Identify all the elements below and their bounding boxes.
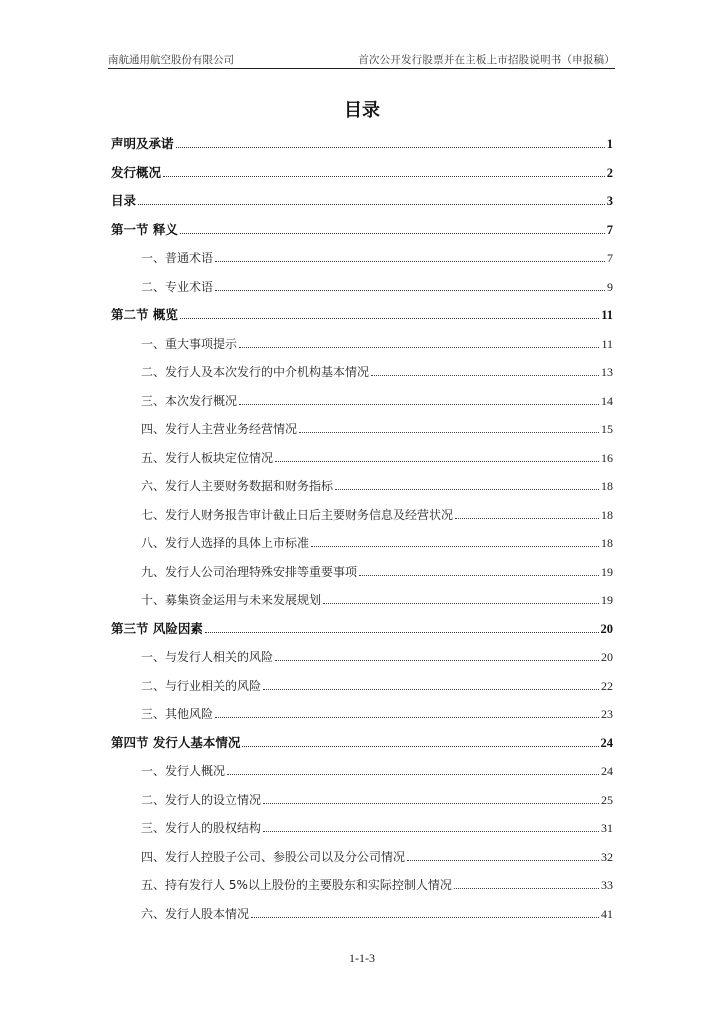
page-number: 1-1-3 (349, 951, 375, 965)
toc-entry-label: 第一节 释义 (111, 221, 178, 237)
toc-dot-leader (205, 631, 599, 633)
toc-entry-page: 18 (601, 536, 613, 550)
toc-subsection-entry[interactable] (111, 702, 613, 722)
toc-section-entry[interactable] (111, 617, 613, 637)
toc-entry-page: 11 (601, 308, 613, 322)
toc-entry-page: 15 (601, 422, 613, 436)
toc-subsection-entry[interactable] (111, 275, 613, 295)
toc-entry-label: 发行概况 (111, 164, 162, 180)
toc-subsection-entry[interactable] (111, 360, 613, 380)
toc-dot-leader (227, 773, 599, 775)
toc-subsection-entry[interactable] (111, 902, 613, 922)
toc-entry-label: 四、发行人控股子公司、参股公司以及分公司情况 (141, 849, 406, 864)
toc-subsection-entry[interactable] (111, 446, 613, 466)
toc-entry-page: 3 (606, 194, 613, 208)
toc-entry-page: 1 (606, 137, 613, 151)
toc-entry-page: 20 (600, 621, 613, 636)
toc-dot-leader (263, 688, 599, 690)
toc-entry-label: 四、发行人主营业务经营情况 (141, 422, 298, 436)
toc-dot-leader (180, 232, 605, 234)
toc-section-entry[interactable] (111, 132, 613, 152)
toc-subsection-entry[interactable] (111, 674, 613, 694)
header-company-name: 南航通用航空股份有限公司 (108, 54, 234, 66)
toc-dot-leader (215, 716, 599, 718)
toc-dot-leader (263, 802, 599, 804)
toc-entry-page: 25 (601, 792, 613, 807)
toc-dot-leader (311, 545, 599, 547)
toc-entry-page: 24 (601, 764, 613, 778)
toc-dot-leader (180, 317, 599, 319)
toc-entry-page: 24 (600, 735, 613, 750)
toc-section-entry[interactable] (111, 161, 613, 181)
toc-section-entry[interactable] (111, 303, 613, 323)
toc-dot-leader (176, 146, 605, 148)
toc-entry-label: 声明及承诺 (111, 136, 174, 151)
toc-dot-leader (239, 346, 599, 348)
toc-entry-label: 二、发行人的设立情况 (141, 792, 262, 807)
toc-dot-leader (215, 260, 605, 262)
toc-entry-label: 一、与发行人相关的风险 (141, 650, 274, 664)
toc-subsection-entry[interactable] (111, 845, 613, 865)
toc-entry-label: 二、发行人及本次发行的中介机构基本情况 (141, 365, 370, 379)
toc-dot-leader (407, 859, 599, 861)
toc-dot-leader (323, 602, 599, 604)
toc-subsection-entry[interactable] (111, 531, 613, 551)
toc-subsection-entry[interactable] (111, 873, 613, 893)
toc-dot-leader (299, 431, 599, 433)
toc-dot-leader (138, 203, 605, 205)
toc-subsection-entry[interactable] (111, 474, 613, 494)
toc-dot-leader (163, 175, 605, 177)
toc-dot-leader (251, 916, 599, 918)
toc-entry-label: 二、专业术语 (141, 279, 214, 294)
toc-entry-page: 20 (601, 650, 613, 664)
toc-entry-page: 32 (601, 849, 613, 864)
toc-entry-label: 五、发行人板块定位情况 (141, 450, 274, 465)
toc-entry-page: 22 (601, 678, 613, 693)
toc-entry-page: 18 (601, 479, 613, 493)
toc-entry-page: 23 (601, 707, 613, 721)
toc-entry-label: 一、普通术语 (141, 251, 214, 265)
toc-entry-page: 41 (601, 906, 613, 921)
toc-subsection-entry[interactable] (111, 816, 613, 836)
page-title: 目录 (344, 100, 380, 121)
toc-entry-label: 第三节 风险因素 (111, 620, 203, 636)
toc-dot-leader (263, 830, 599, 832)
toc-dot-leader (335, 488, 599, 490)
toc-entry-page: 16 (601, 450, 613, 465)
toc-entry-label: 第四节 发行人基本情况 (111, 734, 241, 750)
toc-dot-leader (454, 887, 599, 889)
toc-entry-page: 7 (606, 222, 613, 237)
toc-entry-label: 一、发行人概况 (141, 764, 226, 778)
toc-subsection-entry[interactable] (111, 503, 613, 523)
toc-entry-label: 二、与行业相关的风险 (141, 678, 262, 693)
toc-entry-page: 11 (601, 336, 613, 351)
toc-entry-page: 14 (601, 393, 613, 408)
toc-entry-label: 九、发行人公司治理特殊安排等重要事项 (141, 564, 358, 579)
table-of-contents (111, 132, 613, 930)
toc-subsection-entry[interactable] (111, 332, 613, 352)
toc-dot-leader (371, 374, 599, 376)
toc-dot-leader (239, 403, 599, 405)
toc-subsection-entry[interactable] (111, 588, 613, 608)
toc-entry-page: 13 (601, 365, 613, 379)
toc-dot-leader (242, 745, 598, 747)
toc-entry-page: 2 (606, 165, 613, 180)
toc-subsection-entry[interactable] (111, 645, 613, 665)
header-document-title: 首次公开发行股票并在主板上市招股说明书（申报稿） (358, 54, 615, 66)
toc-entry-label: 三、发行人的股权结构 (141, 821, 262, 835)
toc-section-entry[interactable] (111, 189, 613, 209)
toc-dot-leader (275, 460, 599, 462)
toc-entry-label: 三、本次发行概况 (141, 393, 238, 408)
toc-entry-label: 一、重大事项提示 (141, 336, 238, 351)
toc-entry-label: 七、发行人财务报告审计截止日后主要财务信息及经营状况 (141, 507, 454, 522)
toc-subsection-entry[interactable] (111, 759, 613, 779)
toc-section-entry[interactable] (111, 731, 613, 751)
toc-subsection-entry[interactable] (111, 788, 613, 808)
toc-subsection-entry[interactable] (111, 560, 613, 580)
toc-entry-label: 目录 (111, 193, 137, 208)
toc-entry-label: 八、发行人选择的具体上市标准 (141, 536, 310, 550)
toc-entry-label: 五、持有发行人 5%以上股份的主要股东和实际控制人情况 (141, 878, 452, 892)
toc-entry-page: 18 (601, 507, 613, 522)
toc-entry-page: 33 (601, 878, 613, 892)
toc-section-entry[interactable] (111, 218, 613, 238)
toc-entry-label: 三、其他风险 (141, 707, 214, 721)
toc-entry-label: 六、发行人股本情况 (141, 906, 250, 921)
toc-dot-leader (275, 659, 599, 661)
toc-subsection-entry[interactable] (111, 417, 613, 437)
toc-entry-label: 六、发行人主要财务数据和财务指标 (141, 479, 334, 493)
toc-entry-page: 19 (601, 564, 613, 579)
toc-entry-label: 第二节 概览 (111, 307, 178, 322)
toc-entry-label: 十、募集资金运用与未来发展规划 (141, 593, 322, 607)
toc-entry-page: 9 (607, 279, 613, 294)
toc-entry-page: 31 (601, 821, 613, 835)
toc-dot-leader (455, 517, 599, 519)
toc-entry-page: 7 (607, 251, 613, 265)
toc-dot-leader (215, 289, 605, 291)
page-header (108, 52, 615, 69)
toc-subsection-entry[interactable] (111, 389, 613, 409)
toc-dot-leader (359, 574, 599, 576)
toc-subsection-entry[interactable] (111, 246, 613, 266)
toc-entry-page: 19 (601, 593, 613, 607)
